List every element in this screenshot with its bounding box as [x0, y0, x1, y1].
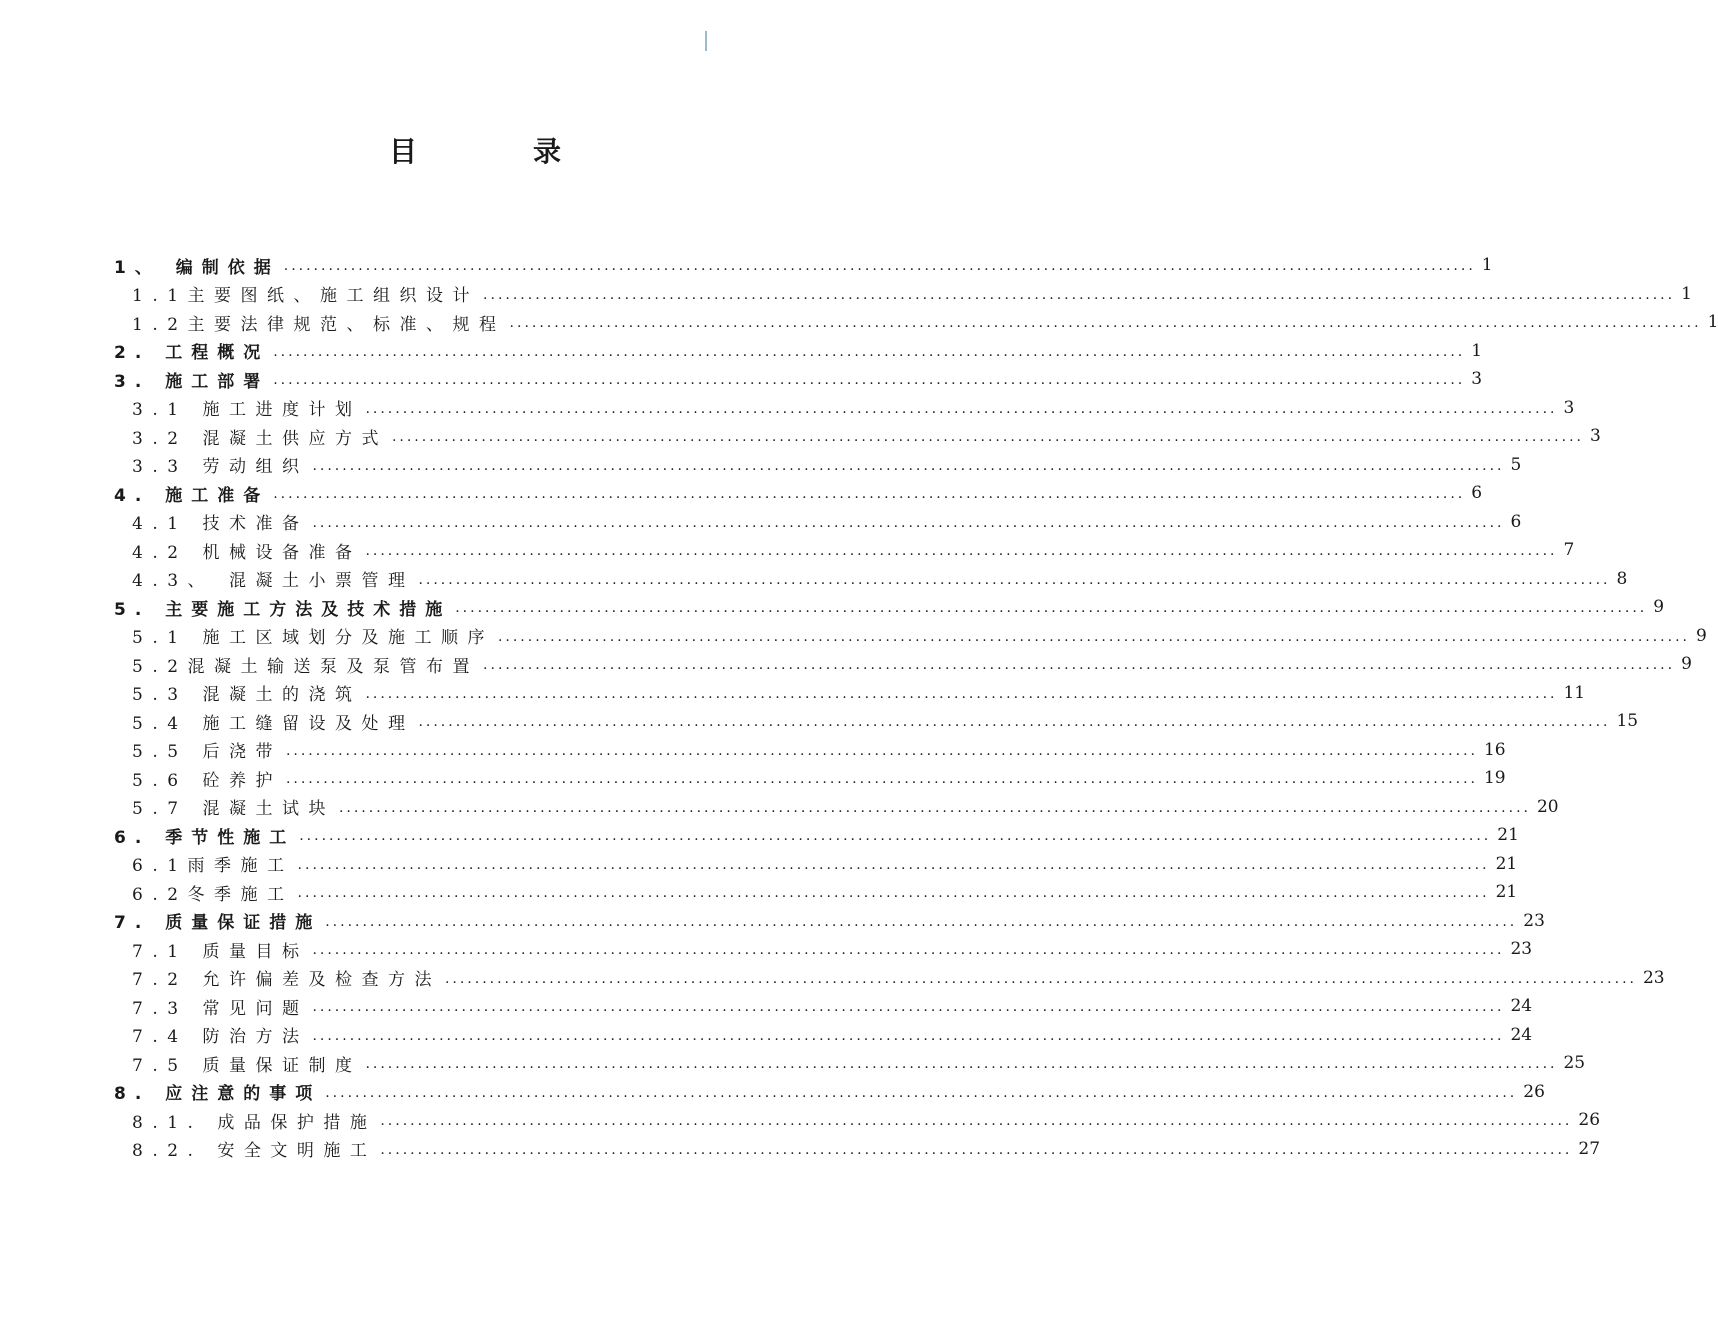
- toc-page-number: 3: [1563, 397, 1575, 418]
- toc-entry-label: 6. 季节性施工: [114, 827, 296, 848]
- toc-page-number: 9: [1681, 654, 1692, 675]
- toc-dot-leader: ................................................................................................................................................................: [297, 885, 1490, 902]
- toc-dot-leader: ................................................................................................................................................................: [312, 457, 1505, 474]
- toc-subsection-entry[interactable]: [0, 793, 1559, 822]
- toc-dot-leader: ................................................................................................................................................................: [325, 913, 1518, 930]
- toc-dot-leader: ................................................................................................................................................................: [365, 685, 1558, 702]
- toc-section-entry[interactable]: [0, 907, 1545, 936]
- toc-dot-leader: ................................................................................................................................................................: [312, 942, 1505, 959]
- toc-page-number: 9: [1653, 597, 1665, 618]
- toc-subsection-entry[interactable]: [0, 1135, 1601, 1164]
- toc-subsection-entry[interactable]: [0, 736, 1506, 765]
- toc-entry-label: 3. 施工部署: [114, 371, 270, 392]
- toc-page-number: 3: [1471, 369, 1483, 390]
- toc-dot-leader: ................................................................................................................................................................: [365, 1056, 1558, 1073]
- toc-subsection-entry[interactable]: [0, 707, 1639, 736]
- toc-page-number: 1: [1481, 255, 1493, 276]
- toc-page-number: 27: [1578, 1138, 1601, 1159]
- toc-dot-leader: ................................................................................................................................................................: [312, 514, 1505, 531]
- toc-dot-leader: ................................................................................................................................................................: [418, 571, 1611, 588]
- toc-dot-leader: ................................................................................................................................................................: [312, 999, 1505, 1016]
- toc-entry-label: 5.5 后浇带: [132, 742, 282, 763]
- toc-page-number: 21: [1497, 825, 1519, 846]
- toc-entry-label: 6.2冬季施工: [132, 884, 294, 905]
- toc-page-number: 21: [1495, 853, 1518, 874]
- toc-subsection-entry[interactable]: [0, 451, 1522, 480]
- toc-page-number: 1: [1681, 283, 1692, 304]
- toc-entry-label: 5.4 施工缝留设及处理: [132, 713, 415, 734]
- toc-page-number: 23: [1523, 910, 1545, 931]
- toc-dot-leader: ................................................................................................................................................................: [297, 856, 1490, 873]
- toc-entry-label: 4.1 技术准备: [132, 514, 309, 535]
- toc-entry-label: 5.3 混凝土的浇筑: [132, 685, 362, 706]
- toc-subsection-entry[interactable]: [0, 935, 1533, 964]
- toc-entry-label: 7.5 质量保证制度: [132, 1055, 362, 1076]
- toc-dot-leader: ................................................................................................................................................................: [418, 714, 1611, 731]
- toc-page-number: 7: [1563, 540, 1575, 561]
- toc-entry-label: 1.2主要法律规范、标准、规程: [132, 314, 506, 335]
- toc-entry-label: 5.1 施工区域划分及施工顺序: [132, 628, 494, 649]
- toc-entry-label: 3.2 混凝土供应方式: [132, 428, 388, 449]
- toc-dot-leader: ................................................................................................................................................................: [338, 799, 1531, 816]
- toc-section-entry[interactable]: [0, 479, 1483, 508]
- toc-subsection-entry[interactable]: [0, 1106, 1601, 1135]
- toc-subsection-entry[interactable]: [0, 1021, 1533, 1050]
- toc-subsection-entry[interactable]: [0, 308, 1718, 337]
- toc-subsection-entry[interactable]: [0, 1049, 1586, 1078]
- toc-subsection-entry[interactable]: [0, 394, 1575, 423]
- toc-subsection-entry[interactable]: [0, 764, 1506, 793]
- toc-page-number: 16: [1483, 739, 1506, 760]
- toc-dot-leader: ................................................................................................................................................................: [299, 828, 1492, 845]
- toc-dot-leader: ................................................................................................................................................................: [365, 543, 1558, 560]
- toc-entry-label: 3.1 施工进度计划: [132, 400, 362, 421]
- toc-entry-label: 4.3、 混凝土小票管理: [132, 571, 415, 592]
- toc-entry-label: 1.1主要图纸、施工组织设计: [132, 286, 480, 307]
- toc-page-number: 21: [1495, 882, 1518, 903]
- toc-entry-label: 5.7 混凝土试块: [132, 799, 335, 820]
- toc-subsection-entry[interactable]: [0, 992, 1533, 1021]
- toc-subsection-entry[interactable]: [0, 650, 1692, 679]
- toc-page-number: 24: [1510, 1024, 1533, 1045]
- toc-dot-leader: ................................................................................................................................................................: [365, 400, 1558, 417]
- toc-dot-leader: ................................................................................................................................................................: [273, 486, 1466, 503]
- toc-dot-leader: ................................................................................................................................................................: [285, 771, 1478, 788]
- toc-page-number: 23: [1642, 967, 1665, 988]
- toc-entry-label: 7.4 防治方法: [132, 1027, 309, 1048]
- toc-dot-leader: ................................................................................................................................................................: [391, 429, 1584, 446]
- toc-entry-label: 8.1. 成品保护措施: [132, 1112, 377, 1133]
- toc-dot-leader: ................................................................................................................................................................: [285, 742, 1478, 759]
- toc-subsection-entry[interactable]: [0, 679, 1586, 708]
- text-cursor-mark: [705, 31, 707, 51]
- toc-page-number: 23: [1510, 939, 1533, 960]
- toc-section-entry[interactable]: [0, 251, 1493, 280]
- toc-section-entry[interactable]: [0, 365, 1483, 394]
- toc-subsection-entry[interactable]: [0, 565, 1628, 594]
- toc-page-number: 1: [1707, 312, 1718, 333]
- toc-entry-label: 4. 施工准备: [114, 485, 270, 506]
- toc-entry-label: 1、 编制依据: [114, 257, 280, 278]
- toc-page-number: 1: [1471, 340, 1483, 361]
- toc-entry-label: 7. 质量保证措施: [114, 913, 322, 934]
- toc-page-number: 15: [1616, 711, 1639, 732]
- toc-entry-label: 7.3 常见问题: [132, 998, 309, 1019]
- toc-page-number: 19: [1483, 768, 1506, 789]
- toc-dot-leader: ................................................................................................................................................................: [444, 970, 1637, 987]
- toc-entry-label: 7.2 允许偏差及检查方法: [132, 970, 441, 991]
- toc-dot-leader: ................................................................................................................................................................: [380, 1141, 1573, 1158]
- toc-section-entry[interactable]: [0, 821, 1519, 850]
- toc-dot-leader: ................................................................................................................................................................: [497, 628, 1690, 645]
- toc-entry-label: 5.6 砼养护: [132, 770, 282, 791]
- toc-subsection-entry[interactable]: [0, 964, 1665, 993]
- toc-entry-label: 6.1雨季施工: [132, 856, 294, 877]
- toc-page-number: 6: [1471, 483, 1483, 504]
- toc-page-number: 3: [1589, 426, 1601, 447]
- toc-section-entry[interactable]: [0, 593, 1665, 622]
- toc-subsection-entry[interactable]: [0, 508, 1522, 537]
- toc-dot-leader: ................................................................................................................................................................: [273, 343, 1466, 360]
- toc-entry-label: 8.2. 安全文明施工: [132, 1141, 377, 1162]
- toc-page-number: 26: [1523, 1081, 1545, 1102]
- toc-dot-leader: ................................................................................................................................................................: [509, 315, 1702, 332]
- toc-page-number: 9: [1695, 625, 1707, 646]
- toc-page-number: 11: [1563, 682, 1586, 703]
- toc-entry-label: 2. 工程概况: [114, 343, 270, 364]
- toc-section-entry[interactable]: [0, 1078, 1545, 1107]
- toc-page-number: 26: [1578, 1110, 1601, 1131]
- toc-page-number: 20: [1536, 796, 1559, 817]
- toc-entry-label: 7.1 质量目标: [132, 941, 309, 962]
- toc-subsection-entry[interactable]: [0, 280, 1692, 309]
- toc-dot-leader: ................................................................................................................................................................: [380, 1113, 1573, 1130]
- toc-page-number: 5: [1510, 454, 1522, 475]
- toc-entry-label: 8. 应注意的事项: [114, 1084, 322, 1105]
- toc-subsection-entry[interactable]: [0, 622, 1707, 651]
- toc-dot-leader: ................................................................................................................................................................: [483, 657, 1676, 674]
- toc-dot-leader: ................................................................................................................................................................: [273, 372, 1466, 389]
- toc-dot-leader: ................................................................................................................................................................: [312, 1027, 1505, 1044]
- toc-page-number: 25: [1563, 1053, 1586, 1074]
- toc-entry-label: 3.3 劳动组织: [132, 457, 309, 478]
- toc-dot-leader: ................................................................................................................................................................: [283, 258, 1476, 275]
- toc-section-entry[interactable]: [0, 337, 1483, 366]
- toc-dot-leader: ................................................................................................................................................................: [455, 600, 1648, 617]
- toc-page-number: 6: [1510, 511, 1522, 532]
- toc-entry-label: 5.2混凝土输送泵及泵管布置: [132, 656, 480, 677]
- page-title: 目 录: [388, 135, 605, 168]
- toc-page-number: 8: [1616, 568, 1628, 589]
- toc-entry-label: 5. 主要施工方法及技术措施: [114, 599, 452, 620]
- toc-subsection-entry[interactable]: [0, 422, 1601, 451]
- toc-subsection-entry[interactable]: [0, 878, 1518, 907]
- toc-dot-leader: ................................................................................................................................................................: [325, 1084, 1518, 1101]
- toc-page-number: 24: [1510, 996, 1533, 1017]
- toc-subsection-entry[interactable]: [0, 536, 1575, 565]
- toc-subsection-entry[interactable]: [0, 850, 1518, 879]
- table-of-contents: [0, 251, 1718, 1163]
- toc-dot-leader: ................................................................................................................................................................: [483, 286, 1676, 303]
- toc-entry-label: 4.2 机械设备准备: [132, 542, 362, 563]
